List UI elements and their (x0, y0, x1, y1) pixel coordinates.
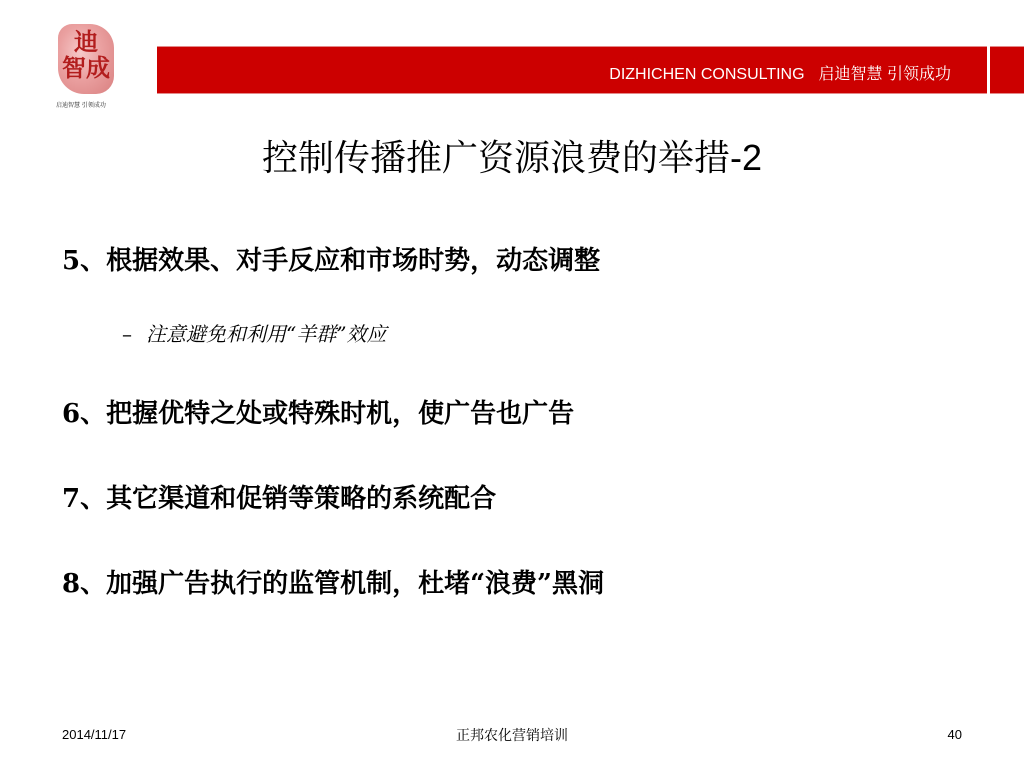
bullet-item: 8、加强广告执行的监管机制，杜堵“浪费”黑洞 (62, 569, 605, 599)
sub-bullet-item (122, 318, 386, 347)
footer-title: 正邦农化营销培训 (456, 728, 568, 744)
header-strip (990, 46, 1024, 94)
sub-bullet-text: 注意避免和利用“羊群”效应 (146, 322, 387, 346)
logo-char: 智 (62, 53, 86, 82)
slide-title: 控制传播推广资源浪费的举措-2 (261, 137, 762, 178)
header-bar (157, 46, 987, 94)
company-logo (52, 22, 124, 112)
header-brand-en: DIZHICHEN CONSULTING (609, 66, 805, 83)
header-brand-cn: 启迪智慧 引领成功 (818, 66, 951, 83)
logo-tagline: 启迪智慧 引领成功 (56, 102, 106, 109)
page-number: 40 (947, 727, 962, 742)
footer-date: 2014/11/17 (62, 727, 127, 742)
bullet-item: 6、把握优特之处或特殊时机，使广告也广告 (62, 399, 575, 429)
bullet-item: 5、根据效果、对手反应和市场时势，动态调整 (62, 246, 601, 276)
sub-bullet-dash: – (122, 322, 132, 346)
header-brand (609, 61, 951, 84)
logo-char: 迪 (74, 27, 98, 56)
logo-char: 成 (86, 53, 110, 82)
bullet-item: 7、其它渠道和促销等策略的系统配合 (62, 484, 497, 514)
